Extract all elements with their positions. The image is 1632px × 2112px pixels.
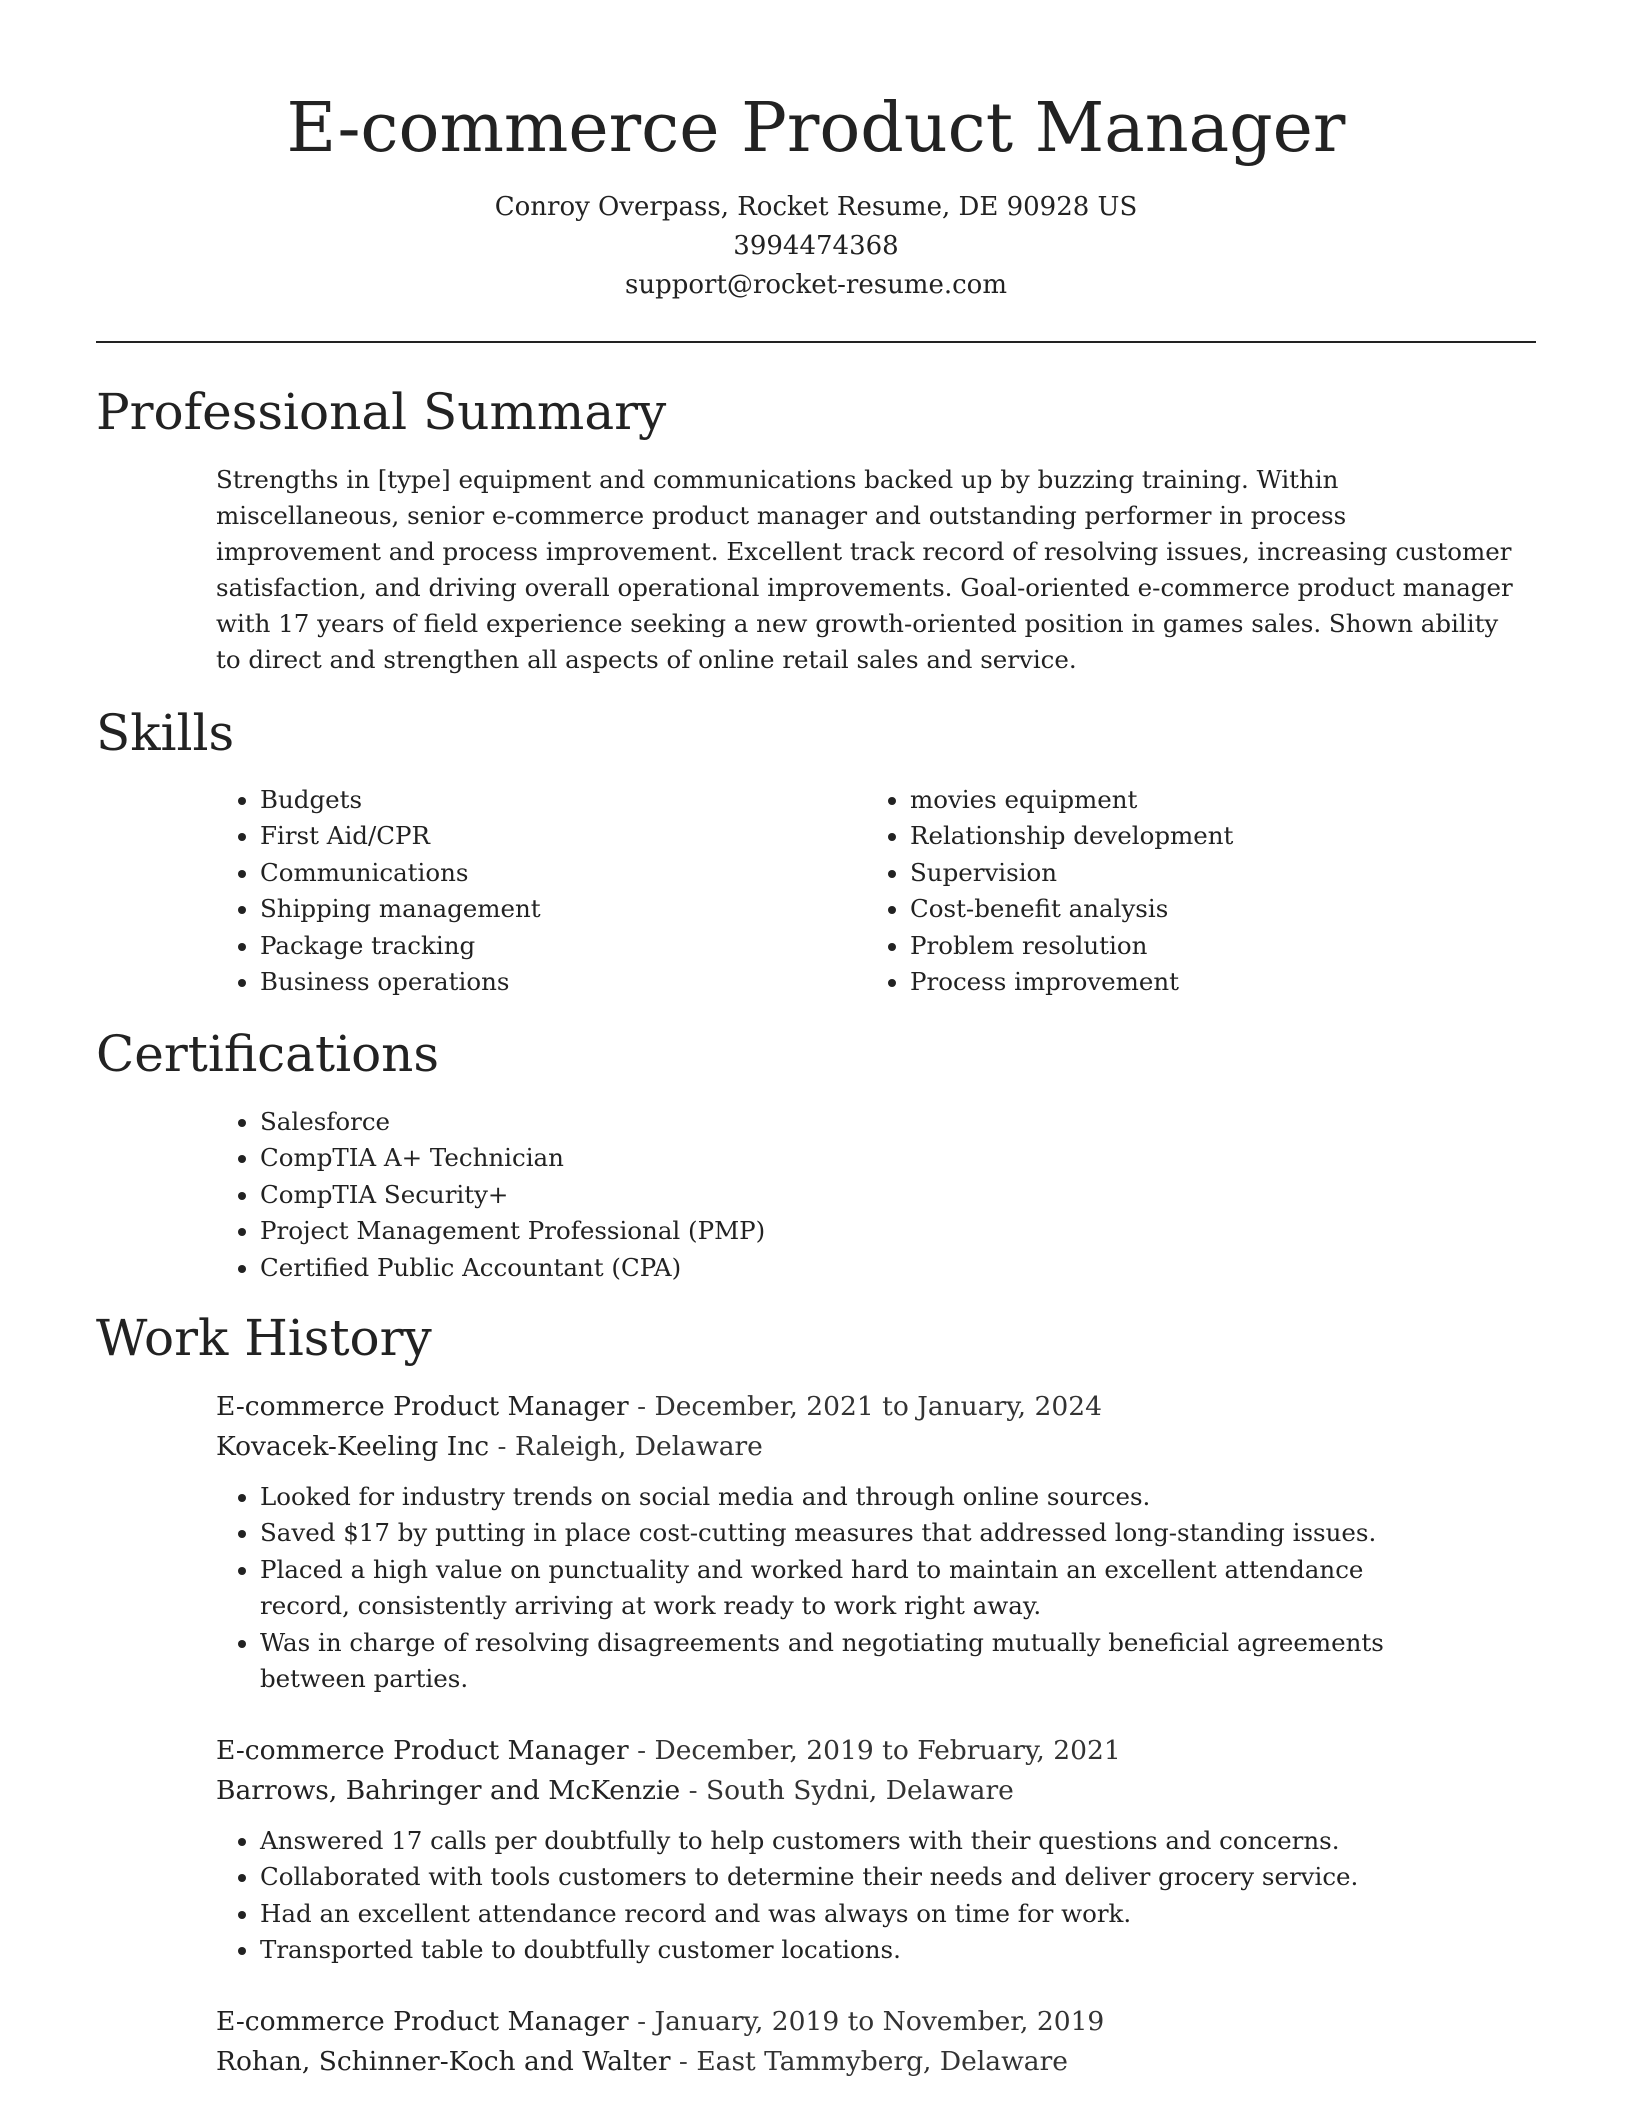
skill-item: • Package tracking [260,928,836,964]
separator: - [628,1391,655,1422]
skills-list-right [866,782,1486,1000]
contact-block [0,188,1632,305]
job-entry [216,2002,1536,2082]
job-dates: December, 2021 to January, 2024 [654,1391,1102,1422]
job-bullet: • Transported table to doubtfully customer locations. [260,1932,1440,1968]
candidate-name: E-commerce Product Manager [286,89,1346,168]
certifications-list [216,1104,1216,1286]
certification-item: • CompTIA Security+ [260,1177,1216,1213]
resume-header [0,0,1632,305]
separator: - [489,1431,515,1462]
skill-item: • Shipping management [260,891,836,927]
skill-item: • movies equipment [910,782,1486,818]
email-text: support@rocket-resume.com [624,270,1007,300]
skill-item: • Problem resolution [910,928,1486,964]
skills-column-right [866,782,1486,1000]
job-company-line [216,1427,1536,1467]
job-company-line [216,1771,1536,1811]
skill-item: • Budgets [260,782,836,818]
certification-item: • Certified Public Accountant (CPA) [260,1250,1216,1286]
phone-text: 3994474368 [733,231,899,261]
job-role: E-commerce Product Manager [216,1391,629,1422]
certification-item: • Project Management Professional (PMP) [260,1213,1216,1249]
job-bullet: • Collaborated with tools customers to determine their needs and deliver grocery service. [260,1859,1440,1895]
skill-item: • Business operations [260,964,836,1000]
skills-list-left [216,782,836,1000]
job-dates: January, 2019 to November, 2019 [654,2006,1105,2037]
job-title-line [216,2002,1536,2042]
job-title-line [216,1731,1536,1771]
job-bullet: • Placed a high value on punctuality and worked hard to maintain an excellent attendance record, consistently arriving at work ready to work right away. [260,1552,1440,1625]
job-dates: December, 2019 to February, 2021 [654,1735,1121,1766]
job-company: Kovacek-Keeling Inc [216,1431,490,1462]
job-company: Rohan, Schinner-Koch and Walter [216,2046,671,2077]
job-location: South Sydni, Delaware [705,1775,1014,1806]
certifications-heading: Certifications [96,1025,440,1083]
separator: - [628,2006,655,2037]
job-company: Barrows, Bahringer and McKenzie [216,1775,681,1806]
job-bullets [216,1823,1536,1969]
certification-item: • CompTIA A+ Technician [260,1140,1216,1176]
job-bullet: • Was in charge of resolving disagreements and negotiating mutually beneficial agreements between parties. [260,1625,1440,1698]
work-history-heading: Work History [96,1309,432,1367]
job-bullet: • Looked for industry trends on social media and through online sources. [260,1479,1440,1515]
job-role: E-commerce Product Manager [216,2006,629,2037]
skill-item: • First Aid/CPR [260,818,836,854]
summary-heading: Professional Summary [96,383,667,441]
header-divider [96,341,1536,343]
separator: - [628,1735,655,1766]
skill-item: • Process improvement [910,964,1486,1000]
separator: - [680,1775,706,1806]
skill-item: • Cost-benefit analysis [910,891,1486,927]
job-bullets [216,1479,1536,1697]
job-entry [216,1387,1536,1697]
job-company-line [216,2042,1536,2082]
job-bullet: • Saved $17 by putting in place cost-cutting measures that addressed long-standing issues. [260,1515,1440,1551]
skills-column-left [216,782,836,1000]
skill-item: • Supervision [910,855,1486,891]
job-location: Raleigh, Delaware [514,1431,763,1462]
skill-item: • Relationship development [910,818,1486,854]
address-text: Conroy Overpass, Rocket Resume, DE 90928 US [494,192,1138,222]
skills-heading: Skills [96,704,235,762]
job-bullet: • Answered 17 calls per doubtfully to help customers with their questions and concerns. [260,1823,1440,1859]
separator: - [670,2046,697,2077]
skill-item: • Communications [260,855,836,891]
job-role: E-commerce Product Manager [216,1735,629,1766]
job-entry [216,1731,1536,1969]
job-title-line [216,1387,1536,1427]
job-location: East Tammyberg, Delaware [696,2046,1068,2077]
job-bullet: • Had an excellent attendance record and was always on time for work. [260,1896,1440,1932]
certifications-list-wrap [216,1104,1216,1286]
summary-text: Strengths in [type] equipment and communications backed up by buzzing training. Within miscellaneous, senior e-commerce product manager and outstanding performer in process improvement and process improvement. Excellent track record of resolving issues, increasing customer satisfaction, and driving overall operational improvements. Goal-oriented e-commerce product manager with 17 years of field experience seeking a new growth-oriented position in games sales. Shown ability to direct and strengthen all aspects of online retail sales and service. [216,465,1513,674]
certification-item: • Salesforce [260,1104,1216,1140]
